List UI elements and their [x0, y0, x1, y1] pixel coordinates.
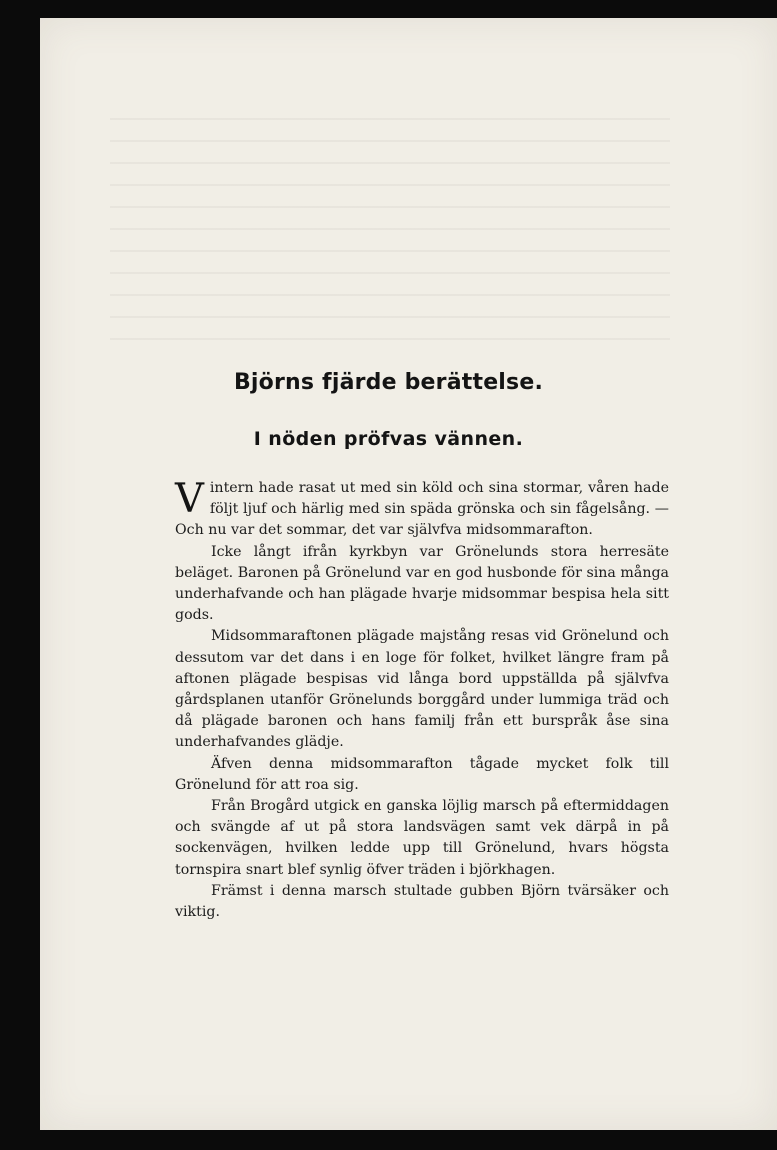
story-paragraph-2: Icke långt ifrån kyrkbyn var Grönelunds stora herresäte beläget. Baronen på Grönelund var en god husbonde för sina många underhafvande och han plägade hvarje midsommar bespisa hela sitt gods.	[175, 543, 669, 624]
story-paragraph-5: Från Brogård utgick en ganska löjlig marsch på eftermiddagen och svängde af ut på stora landsvägen samt vek därpå in på sockenvägen, hvilken ledde upp till Grönelund, hvars högsta tornspira snart blef synlig öfver träden i björkhagen.	[175, 798, 669, 878]
chapter-title: Björns fjärde berättelse.	[233, 370, 544, 395]
story-paragraph-6: Främst i denna marsch stultade gubben Björn tvärsäker och viktig.	[175, 882, 669, 921]
chapter-subtitle: I nöden pröfvas vännen.	[253, 428, 524, 450]
story-paragraph-4: Äfven denna midsommarafton tågade mycket folk till Grönelund för att roa sig.	[175, 755, 669, 793]
story-body	[175, 478, 669, 923]
show-through-texture	[110, 118, 670, 358]
story-paragraph-3: Midsommaraftonen plägade majstång resas vid Grönelund och dessutom var det dans i en loge för folket, hvilket längre fram på aftonen plägade bespisas vid långa bord uppställda på självfva gårdsplanen utanför Grönelunds borggård under lummiga träd och då plägade baronen och hans familj från ett burspråk åse sina underhafvandes glädje.	[175, 628, 669, 751]
story-paragraph-1	[175, 478, 669, 542]
paragraph-text: intern hade rasat ut med sin köld och sina stormar, våren hade följt ljuf och härlig med sin späda grönska och sin fågelsång. — Och nu var det sommar, det var självfva midsommarafton.	[175, 480, 669, 539]
drop-cap-letter: V	[175, 476, 204, 522]
